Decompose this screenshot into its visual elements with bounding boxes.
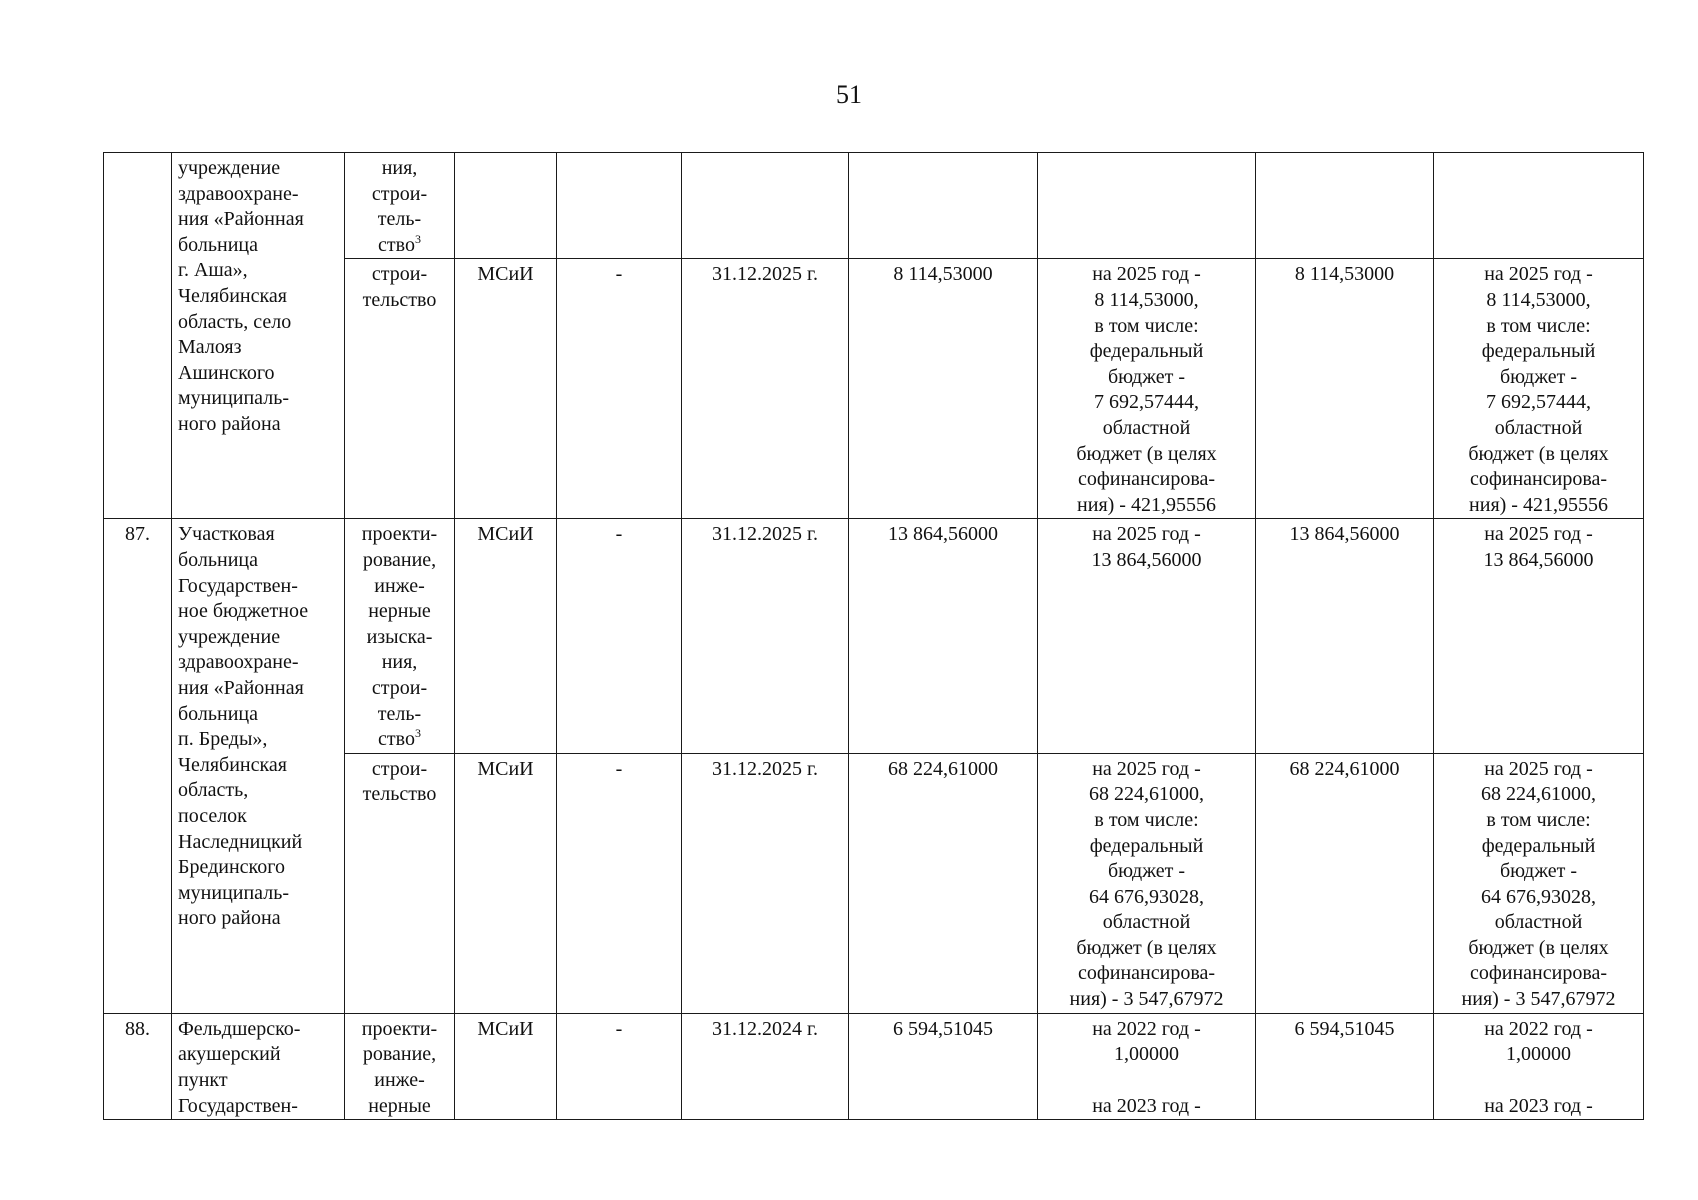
cost-cell: 68 224,61000 [849,753,1038,1013]
object-name-cell: Фельдшерско- акушерский пункт Государствен- [172,1013,345,1119]
customer-cell [455,153,557,259]
cost-cell: 8 114,53000 [849,259,1038,519]
object-name-cell: учреждение здравоохране- ния «Районная больница г. Аша», Челябинская область, село Малояз Ашинского муниципаль- ного района [172,153,345,519]
funding-cell: на 2022 год - 1,00000 на 2023 год - [1038,1013,1256,1119]
funding-cell: на 2025 год - 68 224,61000, в том числе: федеральный бюджет - 64 676,93028, областной бюджет (в целях софинансирова- ния) - 3 547,67972 [1038,753,1256,1013]
table-row [104,1013,1644,1119]
date-cell [682,153,849,259]
cost-cell: 13 864,56000 [849,519,1038,753]
date-cell: 31.12.2025 г. [682,519,849,753]
dash-cell [557,153,682,259]
work-type-cell: проекти- рование, инже- нерные изыска- ния, строи- тель- ство$^3$ [345,519,455,753]
funding-cell: на 2025 год - 8 114,53000, в том числе: федеральный бюджет - 7 692,57444, областной бюджет (в целях софинансирова- ния) - 421,95556 [1038,259,1256,519]
customer-cell: МСиИ [455,1013,557,1119]
dash-cell: - [557,259,682,519]
funding-cell: на 2025 год - 13 864,56000 [1038,519,1256,753]
cost-cell [849,153,1038,259]
investment-objects-table [103,152,1644,1120]
funding-cell [1038,153,1256,259]
cost-cell: 6 594,51045 [849,1013,1038,1119]
date-cell: 31.12.2024 г. [682,1013,849,1119]
limit-cell: 8 114,53000 [1256,259,1434,519]
customer-cell: МСиИ [455,519,557,753]
dash-cell: - [557,519,682,753]
limit-detail-cell: на 2025 год - 8 114,53000, в том числе: федеральный бюджет - 7 692,57444, областной бюджет (в целях софинансирова- ния) - 421,95556 [1434,259,1644,519]
work-type-cell: ния, строи- тель- ство$^3$ [345,153,455,259]
table-row [104,519,1644,753]
limit-detail-cell [1434,153,1644,259]
limit-cell: 13 864,56000 [1256,519,1434,753]
limit-detail-cell: на 2025 год - 13 864,56000 [1434,519,1644,753]
date-cell: 31.12.2025 г. [682,259,849,519]
customer-cell: МСиИ [455,259,557,519]
work-type-cell: строи- тельство [345,753,455,1013]
row-number-cell [104,153,172,519]
page-number: 51 [836,80,862,109]
date-cell: 31.12.2025 г. [682,753,849,1013]
row-number-cell: 88. [104,1013,172,1119]
dash-cell: - [557,1013,682,1119]
limit-cell: 6 594,51045 [1256,1013,1434,1119]
dash-cell: - [557,753,682,1013]
customer-cell: МСиИ [455,753,557,1013]
limit-detail-cell: на 2025 год - 68 224,61000, в том числе: федеральный бюджет - 64 676,93028, областной бюджет (в целях софинансирова- ния) - 3 547,67972 [1434,753,1644,1013]
limit-cell [1256,153,1434,259]
table-row [104,153,1644,259]
row-number-cell: 87. [104,519,172,1013]
object-name-cell: Участковая больница Государствен- ное бюджетное учреждение здравоохране- ния «Районная больница п. Бреды», Челябинская область, поселок Наследницкий Брединского муниципаль- ного района [172,519,345,1013]
work-type-cell: проекти- рование, инже- нерные [345,1013,455,1119]
limit-cell: 68 224,61000 [1256,753,1434,1013]
limit-detail-cell: на 2022 год - 1,00000 на 2023 год - [1434,1013,1644,1119]
work-type-cell: строи- тельство [345,259,455,519]
